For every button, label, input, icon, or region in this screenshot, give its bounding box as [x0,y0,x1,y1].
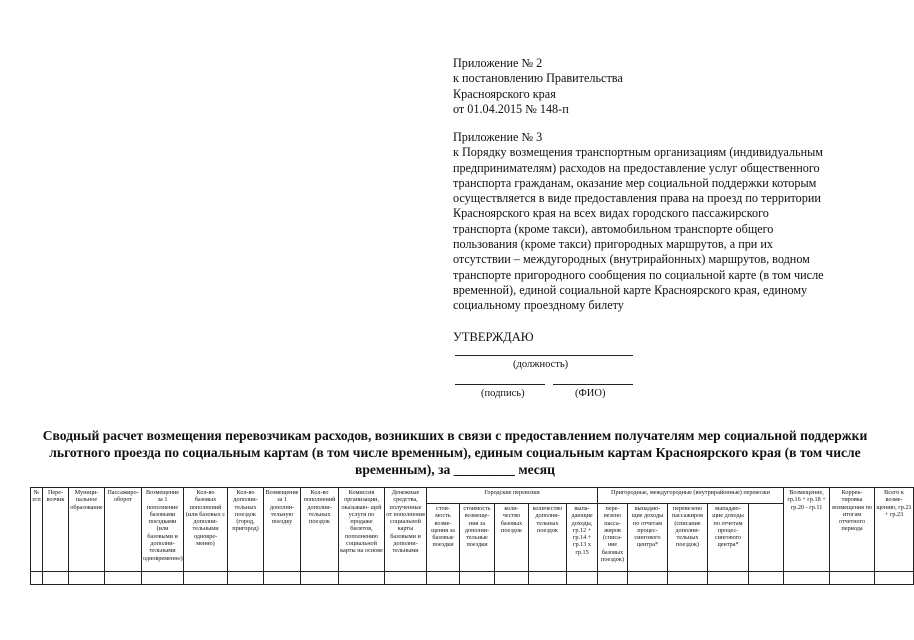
appendix-3-line: транспорта (кроме такси), автомобильном транспорте общего [453,221,774,236]
table-cell[interactable] [460,572,495,585]
header-count-additional-trips: Кол-во дополни- тельных поездок (город, пригород) [228,488,264,572]
name-line[interactable] [553,384,633,385]
table-cell[interactable] [567,572,598,585]
header-urban-count-additional: количество дополни- тельных поездок [529,504,567,572]
header-comp-additional: Возмещение за 1 дополни- тельную поездку [264,488,301,572]
appendix-3-line: пользования (кроме такси) пригородных маршрутов, а при их [453,237,773,252]
table-cell[interactable] [628,572,668,585]
table-row [31,572,914,585]
header-sub-empty [749,504,784,572]
appendix-3-line: к Порядку возмещения транспортным организациям (индивидуальным [453,145,824,160]
name-label: (ФИО) [575,388,606,399]
appendix-3-title: Приложение № 3 [453,130,543,144]
summary-table [30,487,914,585]
table-cell[interactable] [529,572,567,585]
header-suburban-group: Пригородные, междугородные (внутрирайонные) перевозки [598,488,784,504]
header-count-additional: Кол-во пополнений дополни- тельных поездок [301,488,339,572]
table-cell[interactable] [427,572,460,585]
header-num: № п/п [31,488,43,572]
appendix-3-line: осуществляется в виде предоставления права на проезд по территории [453,191,821,206]
header-sub-transported-additional: перевезено пассажиров (списание дополни- тельных поездок) [668,504,708,572]
appendix-2-line: Красноярского края [453,86,556,101]
table-cell[interactable] [830,572,875,585]
header-sub-shortfall-report: выпадаю- щие доходы по отчетам процес- сингового центра* [628,504,668,572]
table-cell[interactable] [228,572,264,585]
appendix-3-line: транспорта гражданам, оказание мер социальной поддержки которым [453,175,817,190]
approval-heading: УТВЕРЖДАЮ [453,330,534,344]
table-cell[interactable] [184,572,228,585]
signature-line[interactable] [455,384,545,385]
header-municipality: Муници- пальное образование [69,488,105,572]
table-cell[interactable] [142,572,184,585]
header-urban-cost-additional: стоимость возмеще- ния за дополни- тельные поездки [460,504,495,572]
table-cell[interactable] [264,572,301,585]
table-cell[interactable] [43,572,69,585]
appendix-3-line: предпринимателям) расходов на предоставление услуг общественного [453,160,820,175]
appendix-2-line: к постановлению Правительства [453,71,623,86]
appendix-3-line: транспорте пригородного сообщения по социальной карте (в том числе [453,267,824,282]
appendix-3-line: социальному проездному билету [453,298,624,313]
table-cell[interactable] [598,572,628,585]
table-cell[interactable] [875,572,914,585]
table-cell[interactable] [69,572,105,585]
table-cell[interactable] [784,572,830,585]
header-comp-total: Возмещение, гр.16 + гр.18 + гр.20 - гр.11 [784,488,830,572]
header-sub-transported: пере- везено пасса- жиров (списа- ние базовых поездок) [598,504,628,572]
position-label: (должность) [513,359,569,370]
appendix-2-line: Приложение № 2 [453,56,543,70]
table-cell[interactable] [668,572,708,585]
appendix-3-line: Красноярского края на всех видах городского пассажирского [453,206,769,221]
appendix-3-line: временной), единой социальной карте Красноярского края, единому [453,282,808,297]
table-cell[interactable] [31,572,43,585]
appendix-2-line: от 01.04.2015 № 148-п [453,101,569,116]
appendix-3-block [453,130,873,314]
header-urban-count-base: коли- чество базовых поездок [495,504,529,572]
table-cell[interactable] [708,572,749,585]
table-cell[interactable] [301,572,339,585]
header-cash-funds: Денежные средства, полученные от пополнения социальной карты базовыми и дополни- тельными [385,488,427,572]
appendix-2-block [453,56,623,117]
appendix-3-line: отсутствии – междугородных (внутрирайонных) маршрутов, водном [453,252,810,267]
header-carrier: Пере- возчик [43,488,69,572]
table-cell[interactable] [105,572,142,585]
header-sub-shortfall-report-2: выпадаю- щие доходы по отчетам процес- сингового центра* [708,504,749,572]
header-count-base: Кол-во базовых пополнений (или базовых с дополни- тельными одновре- менно) [184,488,228,572]
document-title: Сводный расчет возмещения перевозчикам расходов, возникших в связи с предоставлением получателям мер социальной поддержки льготного проезда по социальным картам (в том числе временным), единым социальным картам Красноярского края (в том числе временным), за _________ месяц [42,428,868,477]
table-cell[interactable] [385,572,427,585]
header-commission: Комиссия организации, оказываю- щей услуги по продаже билетов, пополнению социальной карты на основе [339,488,385,572]
header-urban-cost: стои- мость возме- щения за базовые поездки [427,504,460,572]
header-urban-group: Городские перевозки [427,488,598,504]
table-cell[interactable] [749,572,784,585]
header-correction: Коррек- тировка возмещения по итогам отчетного периода [830,488,875,572]
header-passenger-turnover: Пассажиро- оборот [105,488,142,572]
table-cell[interactable] [339,572,385,585]
position-line[interactable] [455,355,633,356]
summary-table-wrapper [30,487,912,582]
header-total: Всего к возме- щению, гр.21 + гр.23 [875,488,914,572]
header-comp-base: Возмещение за 1 пополнение базовыми поездками (или базовыми и дополни- тельными одновременно) [142,488,184,572]
header-urban-shortfall: выпа- дающие доходы, гр.12 + гр.14 + гр.13 х гр.15 [567,504,598,572]
signature-label: (подпись) [481,388,525,399]
table-cell[interactable] [495,572,529,585]
